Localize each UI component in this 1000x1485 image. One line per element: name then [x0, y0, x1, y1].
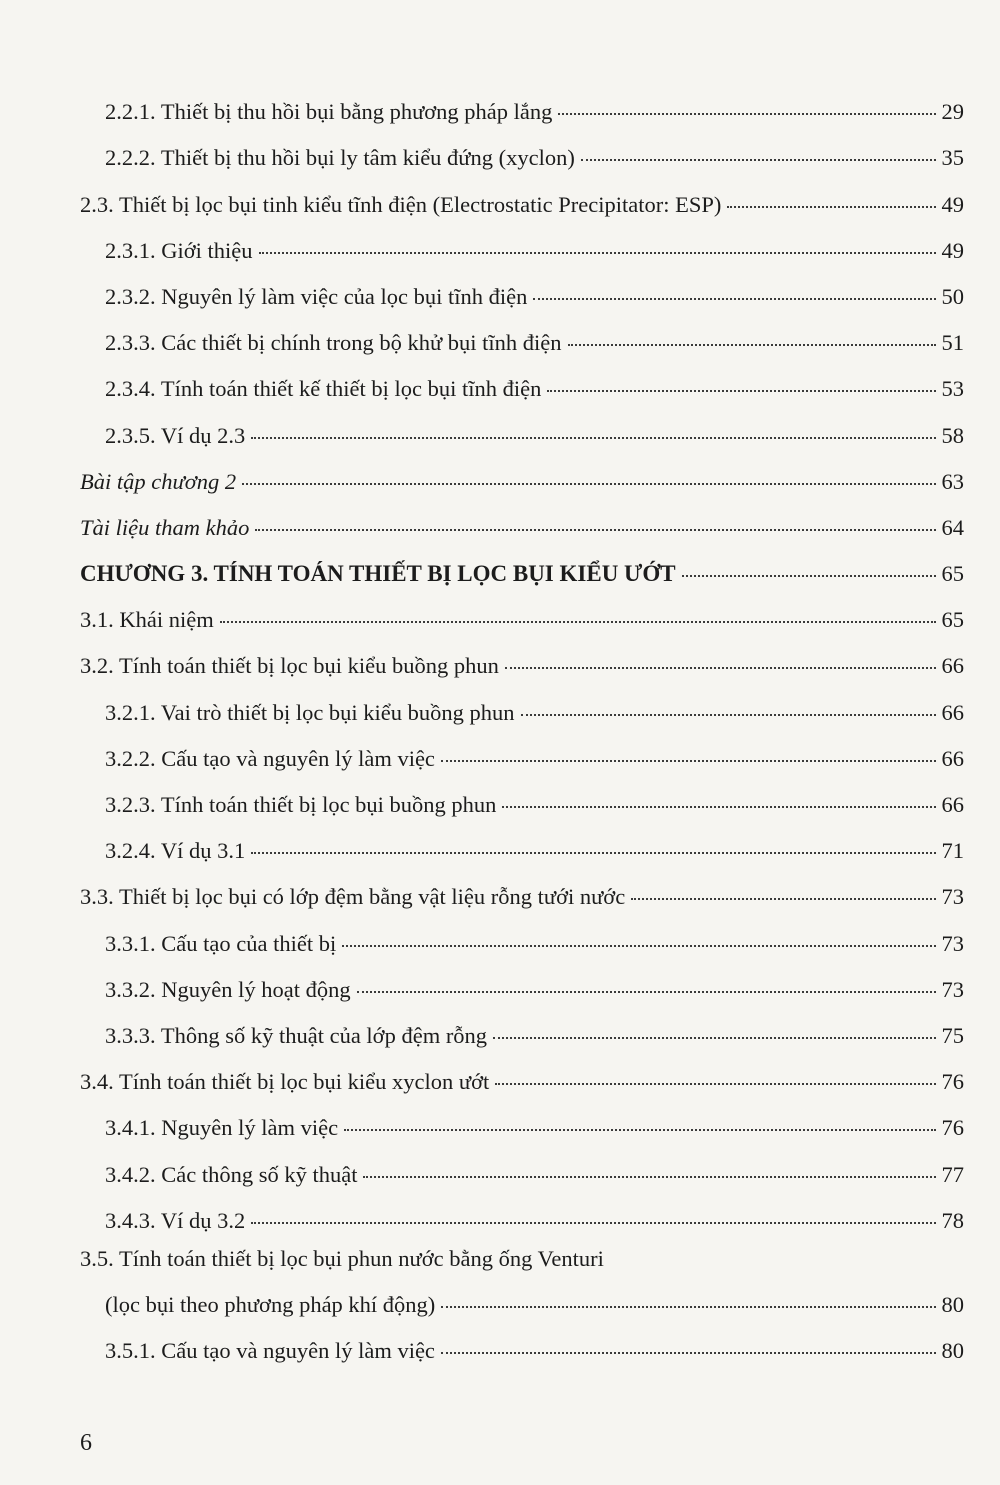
toc-entry-title: 2.3.3. Các thiết bị chính trong bộ khử bụi tĩnh điện: [105, 330, 562, 356]
dot-leader: [342, 945, 935, 947]
dot-leader: [357, 991, 936, 993]
toc-entry-title: 3.2. Tính toán thiết bị lọc bụi kiểu buồng phun: [80, 653, 499, 679]
toc-entry: [0, 1150, 1000, 1196]
toc-entry-title: 3.3.3. Thông số kỹ thuật của lớp đệm rỗng: [105, 1022, 488, 1048]
toc-entry-title: 3.2.2. Cấu tạo và nguyên lý làm việc: [105, 745, 435, 771]
toc-entry: [0, 504, 1000, 550]
toc-entry: [0, 1281, 1000, 1327]
dot-leader: [631, 898, 935, 900]
toc-entry-title: 2.3.1. Giới thiệu: [105, 237, 253, 263]
toc-entry: [0, 1012, 1000, 1058]
toc-entry-page: 77: [941, 1161, 964, 1187]
page-number: 6: [80, 1430, 92, 1456]
toc-entry-title: 3.5.1. Cấu tạo và nguyên lý làm việc: [105, 1338, 435, 1364]
dot-leader: [547, 390, 935, 392]
dot-leader: [441, 1352, 936, 1354]
toc-entry: [0, 781, 1000, 827]
toc-entry-page: 66: [941, 653, 964, 679]
dot-leader: [493, 1037, 935, 1039]
toc-entry-page: 63: [941, 468, 964, 494]
toc-entry-page: 29: [941, 99, 964, 125]
dot-leader: [255, 529, 935, 531]
toc-entry-title: 3.2.1. Vai trò thiết bị lọc bụi kiểu buồng phun: [105, 699, 515, 725]
toc-entry-page: 53: [941, 376, 964, 402]
dot-leader: [251, 437, 935, 439]
toc-entry-page: 50: [941, 283, 964, 309]
toc-entry: [0, 134, 1000, 180]
dot-leader: [521, 714, 936, 716]
toc-entry-title: 2.3.4. Tính toán thiết kế thiết bị lọc bụi tĩnh điện: [105, 376, 542, 402]
toc-entry-page: 80: [941, 1338, 964, 1364]
toc-entry-page: 80: [941, 1291, 964, 1317]
toc-entry-title: 3.3. Thiết bị lọc bụi có lớp đệm bằng vật liệu rỗng tưới nước: [80, 884, 626, 910]
toc-entry-page: 58: [941, 422, 964, 448]
toc-entry: [0, 827, 1000, 873]
toc-entry-page: 49: [941, 191, 964, 217]
toc-entry: [0, 919, 1000, 965]
toc-entry-page: 35: [941, 145, 964, 171]
dot-leader: [502, 806, 935, 808]
dot-leader: [727, 206, 935, 208]
toc-entry: [0, 411, 1000, 457]
toc-entry: [0, 180, 1000, 226]
toc-entry-title: CHƯƠNG 3. TÍNH TOÁN THIẾT BỊ LỌC BỤI KIỂU ƯỚT: [80, 561, 676, 587]
toc-entry: [0, 319, 1000, 365]
dot-leader: [581, 159, 936, 161]
toc-entry-title: 3.2.3. Tính toán thiết bị lọc bụi buồng phun: [105, 792, 497, 817]
toc-entry-page: 73: [941, 884, 964, 910]
toc-entry: [0, 1243, 1000, 1281]
dot-leader: [568, 344, 936, 346]
dot-leader: [682, 575, 936, 577]
toc-entry-page: 73: [941, 930, 964, 956]
toc-entry-title: 3.3.2. Nguyên lý hoạt động: [105, 976, 351, 1002]
dot-leader: [533, 298, 935, 300]
toc-entry: [0, 596, 1000, 642]
toc-entry-page: 66: [941, 792, 964, 817]
toc-entry-title: 3.2.4. Ví dụ 3.1: [105, 838, 246, 864]
dot-leader: [251, 852, 935, 854]
toc-entry-page: 73: [941, 976, 964, 1002]
toc-entry: [0, 873, 1000, 919]
toc-entry-title: 3.5. Tính toán thiết bị lọc bụi phun nước bằng ống Venturi: [80, 1245, 604, 1271]
toc-entry: [0, 88, 1000, 134]
toc-entry-page: 65: [941, 561, 964, 587]
toc-entry: [0, 1327, 1000, 1373]
toc-entry-page: 49: [941, 237, 964, 263]
toc-entry-title: 3.4.2. Các thông số kỹ thuật: [105, 1161, 358, 1187]
dot-leader: [344, 1129, 935, 1131]
toc-entry: [0, 966, 1000, 1012]
toc-entry-page: 66: [941, 699, 964, 725]
toc-entry-title: 3.3.1. Cấu tạo của thiết bị: [105, 930, 337, 956]
toc-entry-page: 71: [941, 838, 964, 864]
toc-entry-title: 2.2.1. Thiết bị thu hồi bụi bằng phương pháp lắng: [105, 99, 553, 125]
toc-entry: [0, 550, 1000, 596]
toc-entry-page: 78: [941, 1207, 964, 1233]
toc-entry-page: 75: [941, 1022, 964, 1048]
toc-entry-title: (lọc bụi theo phương pháp khí động): [105, 1291, 436, 1317]
toc-entry-page: 51: [941, 330, 964, 356]
toc-entry-title: 3.4.3. Ví dụ 3.2: [105, 1207, 246, 1233]
dot-leader: [259, 252, 936, 254]
toc-entry: [0, 735, 1000, 781]
toc-entry: [0, 273, 1000, 319]
toc-entry: [0, 458, 1000, 504]
toc-entry-page: 66: [941, 745, 964, 771]
dot-leader: [363, 1176, 935, 1178]
toc-entry-title: Bài tập chương 2: [80, 468, 237, 494]
toc-entry-title: 2.2.2. Thiết bị thu hồi bụi ly tâm kiểu đứng (xyclon): [105, 145, 575, 171]
toc-entry-page: 76: [941, 1069, 964, 1095]
toc-entry-title: 2.3.2. Nguyên lý làm việc của lọc bụi tĩnh điện: [105, 283, 528, 309]
toc-entry-title: 3.1. Khái niệm: [80, 607, 214, 633]
toc-entry-title: 3.4.1. Nguyên lý làm việc: [105, 1115, 339, 1141]
toc-entry: [0, 1058, 1000, 1104]
toc-entry: [0, 642, 1000, 688]
dot-leader: [441, 760, 936, 762]
toc-entry-page: 76: [941, 1115, 964, 1141]
toc-entry: [0, 1104, 1000, 1150]
toc-entry-page: 65: [941, 607, 964, 633]
dot-leader: [220, 621, 936, 623]
dot-leader: [495, 1083, 935, 1085]
dot-leader: [441, 1306, 935, 1308]
dot-leader: [242, 483, 935, 485]
toc-entry: [0, 688, 1000, 734]
toc-entry-page: 64: [941, 514, 964, 540]
dot-leader: [505, 667, 936, 669]
toc-entry-title: Tài liệu tham khảo: [80, 514, 250, 540]
toc-entry: [0, 1197, 1000, 1243]
dot-leader: [251, 1222, 935, 1224]
toc-entry: [0, 227, 1000, 273]
dot-leader: [558, 113, 935, 115]
table-of-contents: [0, 88, 1000, 1373]
toc-entry-title: 2.3. Thiết bị lọc bụi tinh kiểu tĩnh điện (Electrostatic Precipitator: ESP): [80, 191, 722, 217]
toc-entry-title: 3.4. Tính toán thiết bị lọc bụi kiểu xyclon ướt: [80, 1069, 490, 1095]
toc-entry-title: 2.3.5. Ví dụ 2.3: [105, 422, 246, 448]
toc-entry: [0, 365, 1000, 411]
